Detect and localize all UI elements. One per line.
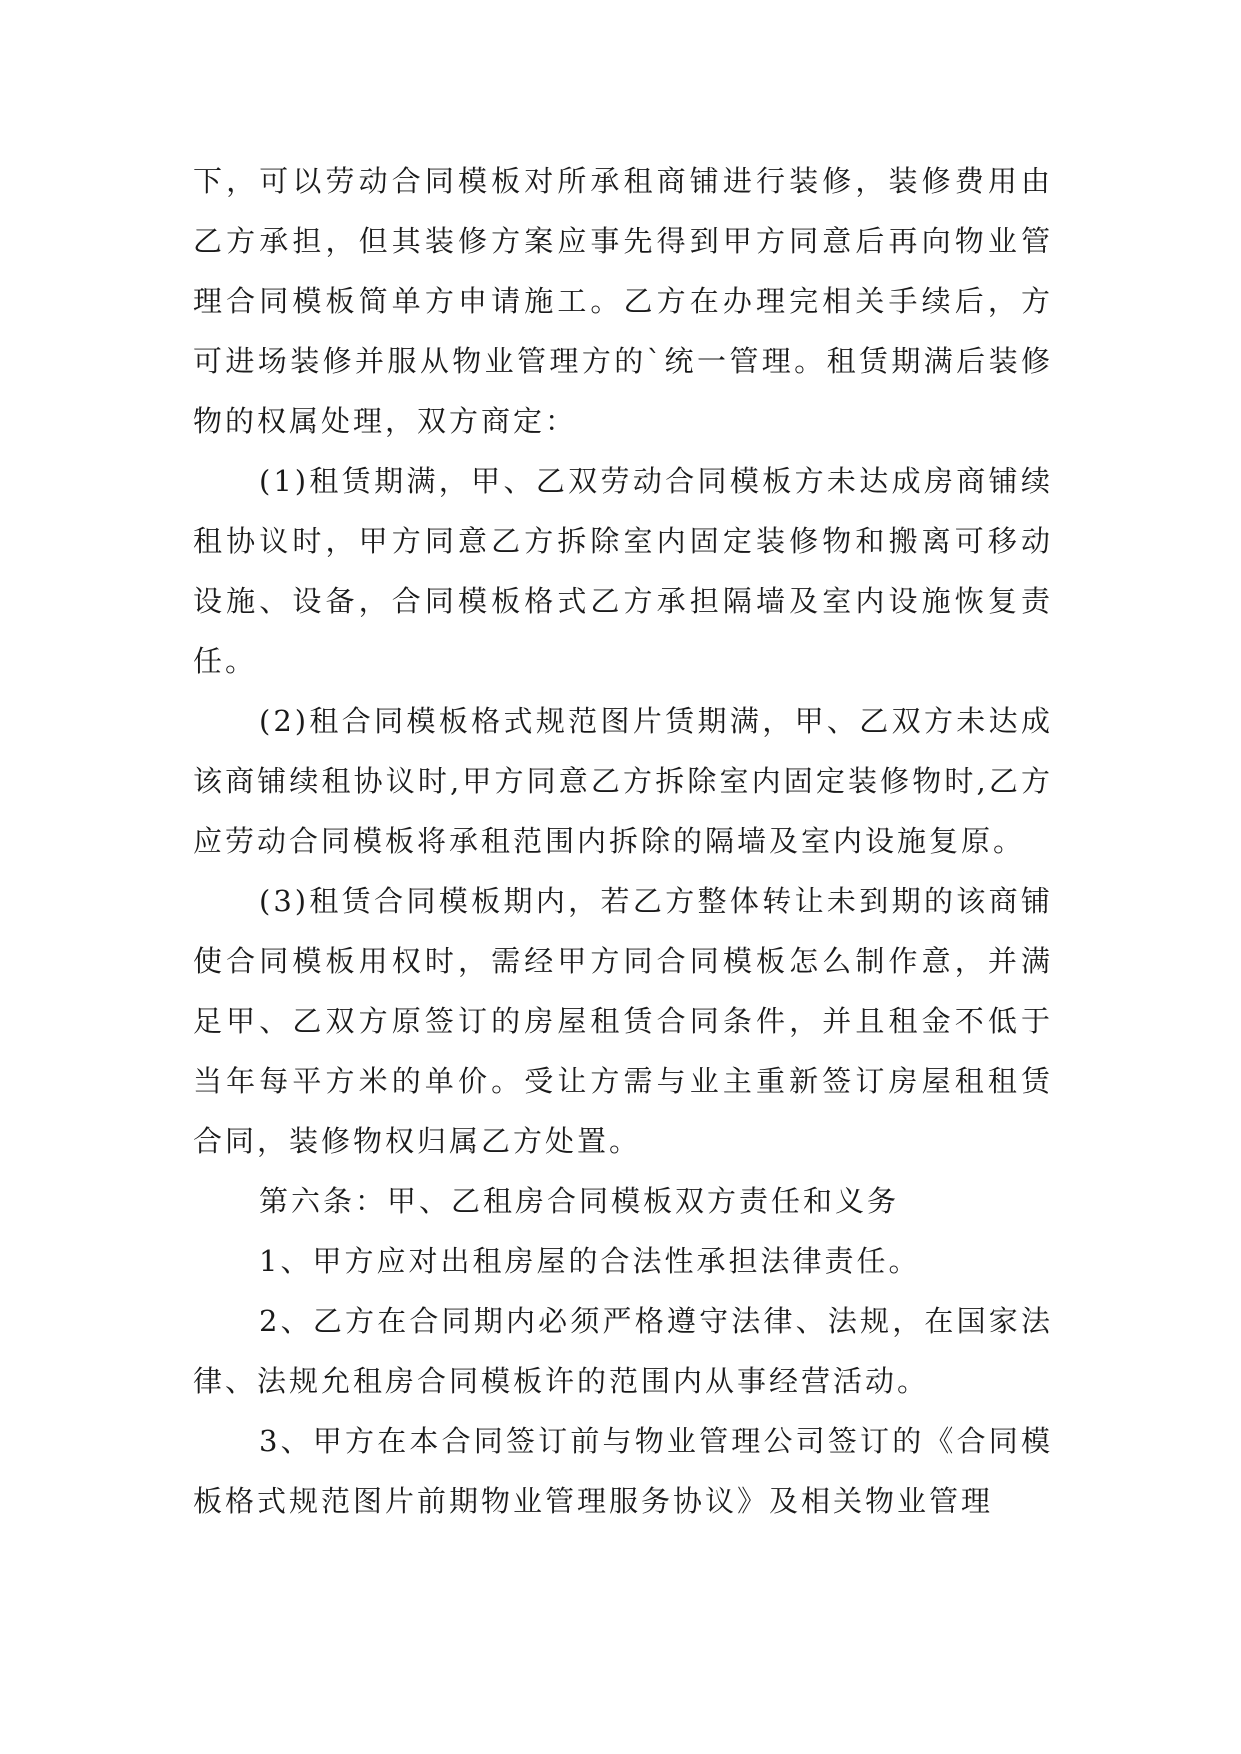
paragraph-duty-2: 2、乙方在合同期内必须严格遵守法律、法规，在国家法律、法规允租房合同模板许的范围内从事经营活动。 [193, 1304, 1053, 1398]
paragraph-duty-1: 1、甲方应对出租房屋的合法性承担法律责任。 [259, 1244, 921, 1278]
paragraph-renovation: 下，可以劳动合同模板对所承租商铺进行装修，装修费用由乙方承担，但其装修方案应事先得到甲方同意后再向物业管理合同模板简单方申请施工。乙方在办理完相关手续后，方可进场装修并服从物业管理方的`统一管理。租赁期满后装修物的权属处理，双方商定： [193, 164, 1053, 438]
paragraph-item-1: (1)租赁期满，甲、乙双劳动合同模板方未达成房商铺续租协议时，甲方同意乙方拆除室内固定装修物和搬离可移动设施、设备，合同模板格式乙方承担隔墙及室内设施恢复责任。 [193, 464, 1053, 678]
document-body [193, 151, 1053, 1531]
paragraph-item-3: (3)租赁合同模板期内，若乙方整体转让未到期的该商铺使合同模板用权时，需经甲方同合同模板怎么制作意，并满足甲、乙双方原签订的房屋租赁合同条件，并且租金不低于当年每平方米的单价。受让方需与业主重新签订房屋租租赁合同，装修物权归属乙方处置。 [193, 884, 1053, 1158]
paragraph-item-2: (2)租合同模板格式规范图片赁期满，甲、乙双方未达成该商铺续租协议时,甲方同意乙方拆除室内固定装修物时,乙方应劳动合同模板将承租范围内拆除的隔墙及室内设施复原。 [193, 704, 1053, 858]
paragraph-duty-3: 3、甲方在本合同签订前与物业管理公司签订的《合同模板格式规范图片前期物业管理服务协议》及相关物业管理 [193, 1424, 1053, 1518]
section-heading-article-6: 第六条：甲、乙租房合同模板双方责任和义务 [259, 1184, 900, 1218]
